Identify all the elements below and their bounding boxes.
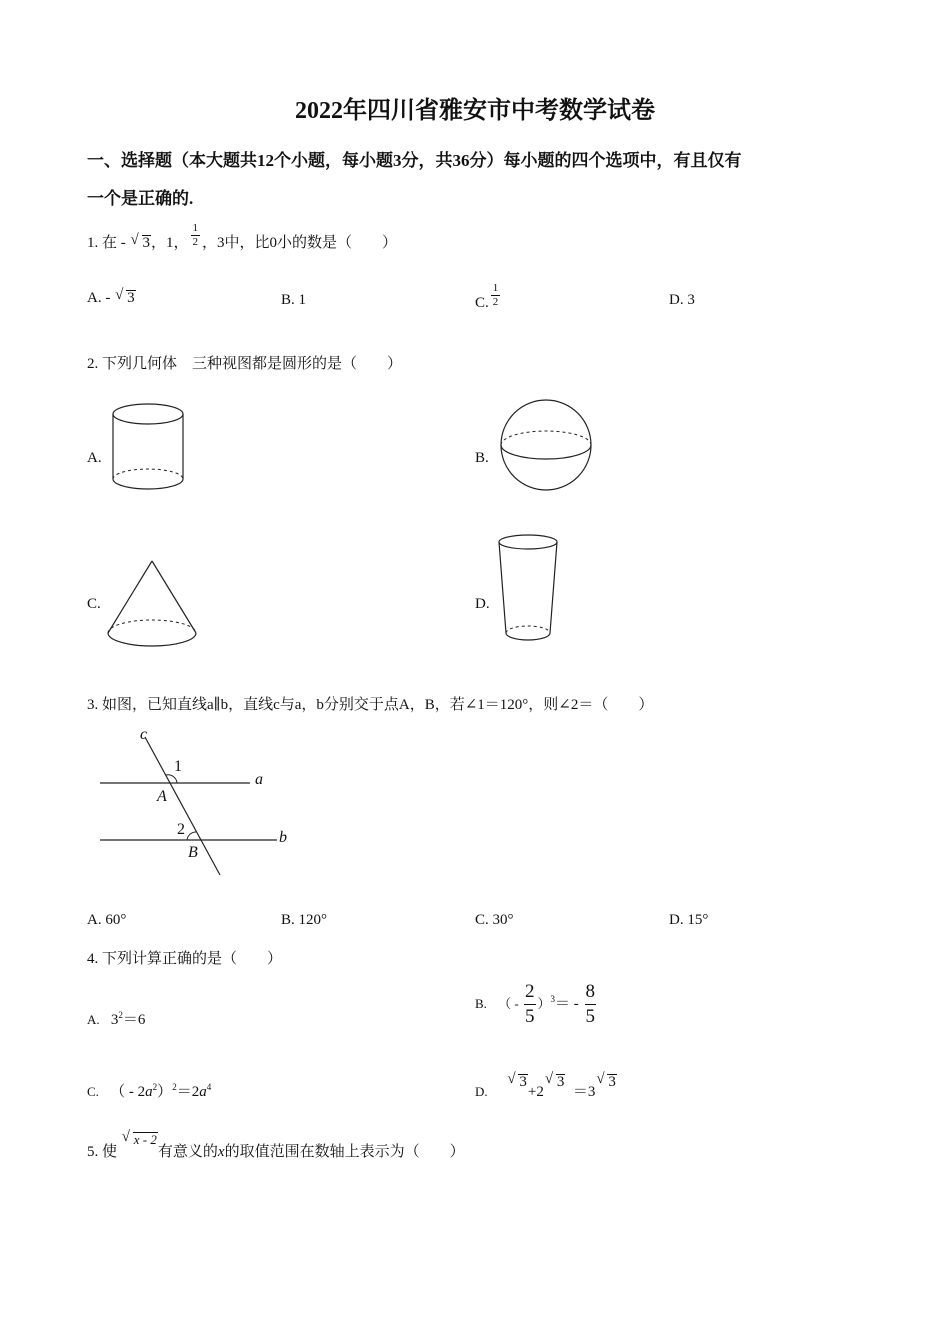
q2-option-b[interactable]: B. [475, 450, 489, 466]
q3-option-d[interactable]: D. 15° [669, 912, 709, 928]
question-4-stem: 4. 下列计算正确的是（ ） [87, 951, 283, 967]
line-c-label: c [140, 726, 148, 743]
q3-option-c[interactable]: C. 30° [475, 912, 514, 928]
section-heading-line2: 一个是正确的. [87, 189, 194, 208]
q1-option-d[interactable]: D. 3 [669, 292, 695, 308]
section-heading-line1: 一、选择题（本大题共12个小题，每小题3分，共36分）每小题的四个选项中，有且仅有 [87, 151, 742, 170]
q4-option-c[interactable]: C. （ - $2a^2)^2=2a^4$ [87, 1082, 212, 1100]
q4-option-a[interactable]: A. $3^2=6$ [87, 1010, 146, 1028]
sphere-figure [497, 400, 597, 495]
cup-figure [496, 532, 562, 652]
question-3-stem: 3. 如图，已知直线a∥b，直线c与a，b分别交于点A，B，若∠1＝120°，则∠2＝（ ） [87, 697, 654, 713]
q1-option-a[interactable]: A. - √ 3 [87, 290, 136, 307]
parallel-lines-figure [95, 722, 305, 887]
q2-option-d[interactable]: D. [475, 596, 490, 612]
line-a-label: a [255, 771, 263, 788]
q1-option-b[interactable]: B. 1 [281, 292, 307, 308]
angle-2-label: 2 [177, 821, 185, 838]
cone-figure [105, 558, 200, 653]
q1-option-c[interactable]: C. $\frac{1}{2}$ [475, 282, 499, 311]
q2-option-a[interactable]: A. [87, 450, 102, 466]
q2-option-c[interactable]: C. [87, 596, 101, 612]
question-5-stem: 5. 使 √ x - 2有意义的x的取值范围在数轴上表示为（ ） [87, 1140, 465, 1161]
q3-option-b[interactable]: B. 120° [281, 912, 328, 928]
point-a-label: A [157, 788, 167, 805]
question-2-stem: 2. 下列几何体 三种视图都是圆形的是（ ） [87, 356, 403, 372]
q3-option-a[interactable]: A. 60° [87, 912, 127, 928]
point-b-label: B [188, 844, 198, 861]
question-1-stem: 1. 在 - √ 3，1， $\frac{1}{2}$ ，3中，比0小的数是（ ） [87, 230, 397, 257]
cylinder-figure [108, 400, 188, 495]
angle-1-label: 1 [174, 758, 182, 775]
q4-option-b[interactable]: B. （ - $\frac{2}{5}$ ）$^3$＝ - $\frac{8}{5}$ [475, 981, 596, 1027]
line-b-label: b [279, 829, 287, 846]
q4-option-d[interactable]: D. √ 3+2√ 3 ＝3√ 3 [475, 1080, 617, 1101]
page-title: 2022年四川省雅安市中考数学试卷 [295, 98, 655, 124]
